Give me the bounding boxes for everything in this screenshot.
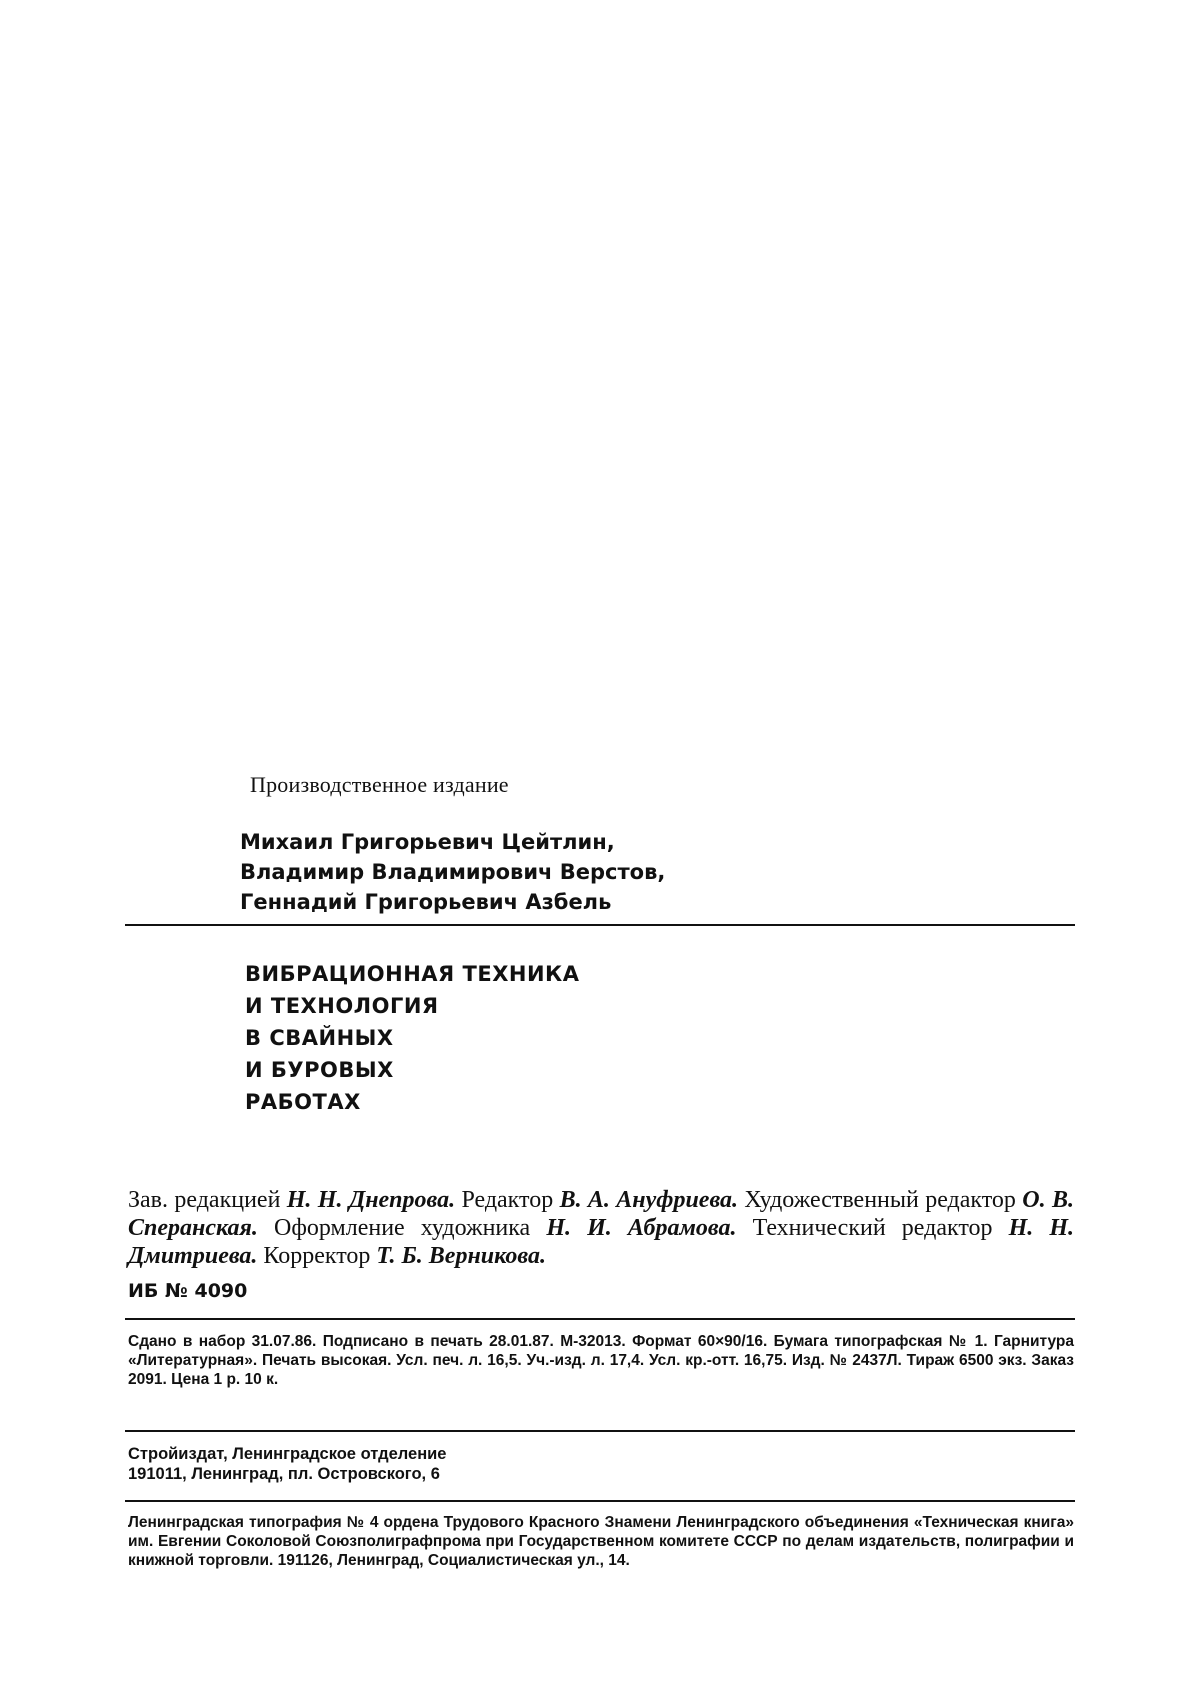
publisher-name: Стройиздат, Ленинградское отделение <box>128 1445 447 1463</box>
printing-details: Сдано в набор 31.07.86. Подписано в печать 28.01.87. М-32013. Формат 60×90/16. Бумага типографская № 1. Гарнитура «Литературная». Печать высокая. Усл. печ. л. 16,5. Уч.-изд. л. 17,4. Усл. кр.-отт. 16,75. Изд. № 2437Л. Тираж 6500 экз. Заказ 2091. Цена 1 р. 10 к. <box>128 1333 1074 1388</box>
author-name: Владимир Владимирович Верстов, <box>240 860 666 884</box>
credit-name: Н. Н. Дмитриева. <box>128 1215 1075 1269</box>
ib-number: ИБ № 4090 <box>128 1280 248 1302</box>
printer-info: Ленинградская типография № 4 ордена Трудового Красного Знамени Ленинградского объединения «Техническая книга» им. Евгении Соколовой Союзполиграфпрома при Государственном комитете СССР по делам издательств, полиграфии и книжной торговли. 191126, Ленинград, Социалистическая ул., 14. <box>128 1514 1074 1569</box>
divider-rule <box>125 924 1075 926</box>
credit-name: Т. Б. Верникова. <box>376 1243 546 1269</box>
author-name: Геннадий Григорьевич Азбель <box>240 890 612 914</box>
credit-role: Зав. редакцией <box>128 1187 281 1213</box>
credit-role: Оформление художника <box>274 1215 531 1241</box>
credit-role: Корректор <box>263 1243 371 1269</box>
credit-name: Н. И. Абрамова. <box>546 1215 737 1241</box>
credit-role: Технический редактор <box>752 1215 993 1241</box>
publication-type: Производственное издание <box>250 772 509 797</box>
title-line: И ТЕХНОЛОГИЯ <box>245 994 439 1018</box>
divider-rule <box>125 1430 1075 1432</box>
title-line: И БУРОВЫХ <box>245 1058 394 1082</box>
publisher-block <box>128 1444 446 1484</box>
credit-role: Художественный редактор <box>744 1187 1016 1213</box>
credit-name: Н. Н. Днепрова. <box>286 1187 456 1213</box>
author-name: Михаил Григорьевич Цейтлин, <box>240 830 615 854</box>
title-line: РАБОТАХ <box>245 1090 361 1114</box>
divider-rule <box>125 1318 1075 1320</box>
credit-name: В. А. Ануфриева. <box>559 1187 739 1213</box>
divider-rule <box>125 1500 1075 1502</box>
credit-name: О. В. Сперанская. <box>128 1187 1074 1241</box>
publisher-address: 191011, Ленинград, пл. Островского, 6 <box>128 1465 440 1483</box>
credit-role: Редактор <box>461 1187 554 1213</box>
editorial-credits <box>128 1186 1074 1270</box>
title-line: ВИБРАЦИОННАЯ ТЕХНИКА <box>245 962 580 986</box>
book-title <box>245 958 579 1118</box>
author-list <box>240 827 665 917</box>
title-line: В СВАЙНЫХ <box>245 1026 394 1050</box>
